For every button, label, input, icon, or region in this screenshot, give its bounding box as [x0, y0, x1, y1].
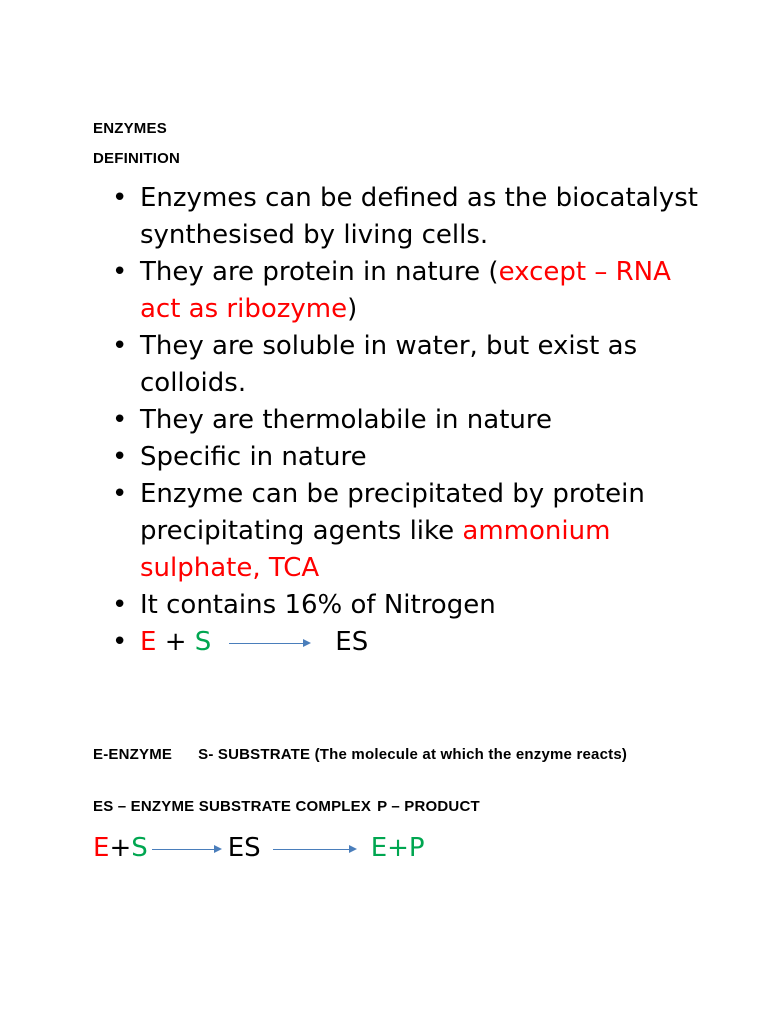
complex-definition: ES – ENZYME SUBSTRATE COMPLEX [93, 798, 372, 815]
list-item [112, 439, 712, 476]
enzyme-symbol: E [140, 627, 157, 657]
legend-complex-product [93, 797, 683, 817]
bullet-icon: • [112, 627, 128, 657]
list-item [112, 180, 712, 254]
arrow-right-icon [152, 844, 222, 854]
list-item [112, 328, 712, 402]
bullet-text: Enzymes can be defined as the biocatalyst synthesised by living cells. [140, 183, 698, 250]
arrow-right-icon [273, 844, 357, 854]
bullet-icon: • [112, 183, 128, 213]
bullet-text: They are thermolabile in nature [140, 405, 552, 435]
arrow-right-icon [229, 638, 311, 648]
bullet-text: Specific in nature [140, 442, 367, 472]
complex-symbol: ES [335, 627, 369, 657]
enzyme-product-symbol [371, 833, 425, 863]
substrate-symbol: S [194, 627, 212, 657]
bullet-text: It contains 16% of Nitrogen [140, 590, 496, 620]
plus-sign: + [164, 627, 187, 657]
substrate-definition: S- SUBSTRATE (The molecule at which the enzyme reacts) [198, 746, 628, 763]
complex-symbol: ES [227, 833, 261, 863]
enzyme-symbol: E [93, 833, 110, 863]
bullet-icon: • [112, 331, 128, 361]
bullet-text: Enzyme can be precipitated by protein precipitating agents like [140, 479, 645, 546]
plus-sign: + [109, 833, 132, 863]
bullet-icon: • [112, 257, 128, 287]
list-item [112, 624, 712, 661]
bullet-text: They are protein in nature ( [140, 257, 499, 287]
product-symbol: P [408, 833, 425, 863]
enzyme-symbol-out: E [370, 833, 388, 863]
product-definition: P – PRODUCT [377, 798, 480, 815]
list-item [112, 476, 712, 587]
bullet-icon: • [112, 405, 128, 435]
highlight-text: ammonium sulphate, TCA [140, 516, 611, 583]
list-item [112, 402, 712, 439]
definition-list [112, 180, 712, 661]
bullet-text: ) [347, 294, 358, 324]
enzyme-definition: E-ENZYME [93, 746, 173, 763]
page-title: ENZYMES [93, 120, 167, 137]
legend-enzyme-substrate [93, 745, 683, 765]
highlight-text: except – RNA act as ribozyme [140, 257, 671, 324]
substrate-symbol: S [131, 833, 148, 863]
bullet-icon: • [112, 479, 128, 509]
bullet-icon: • [112, 590, 128, 620]
plus-sign: + [387, 833, 409, 863]
list-item [112, 587, 712, 624]
bullet-icon: • [112, 442, 128, 472]
bullet-text: They are soluble in water, but exist as colloids. [140, 331, 638, 398]
reaction-equation [93, 830, 425, 866]
list-item [112, 254, 712, 328]
section-heading: DEFINITION [93, 150, 180, 167]
